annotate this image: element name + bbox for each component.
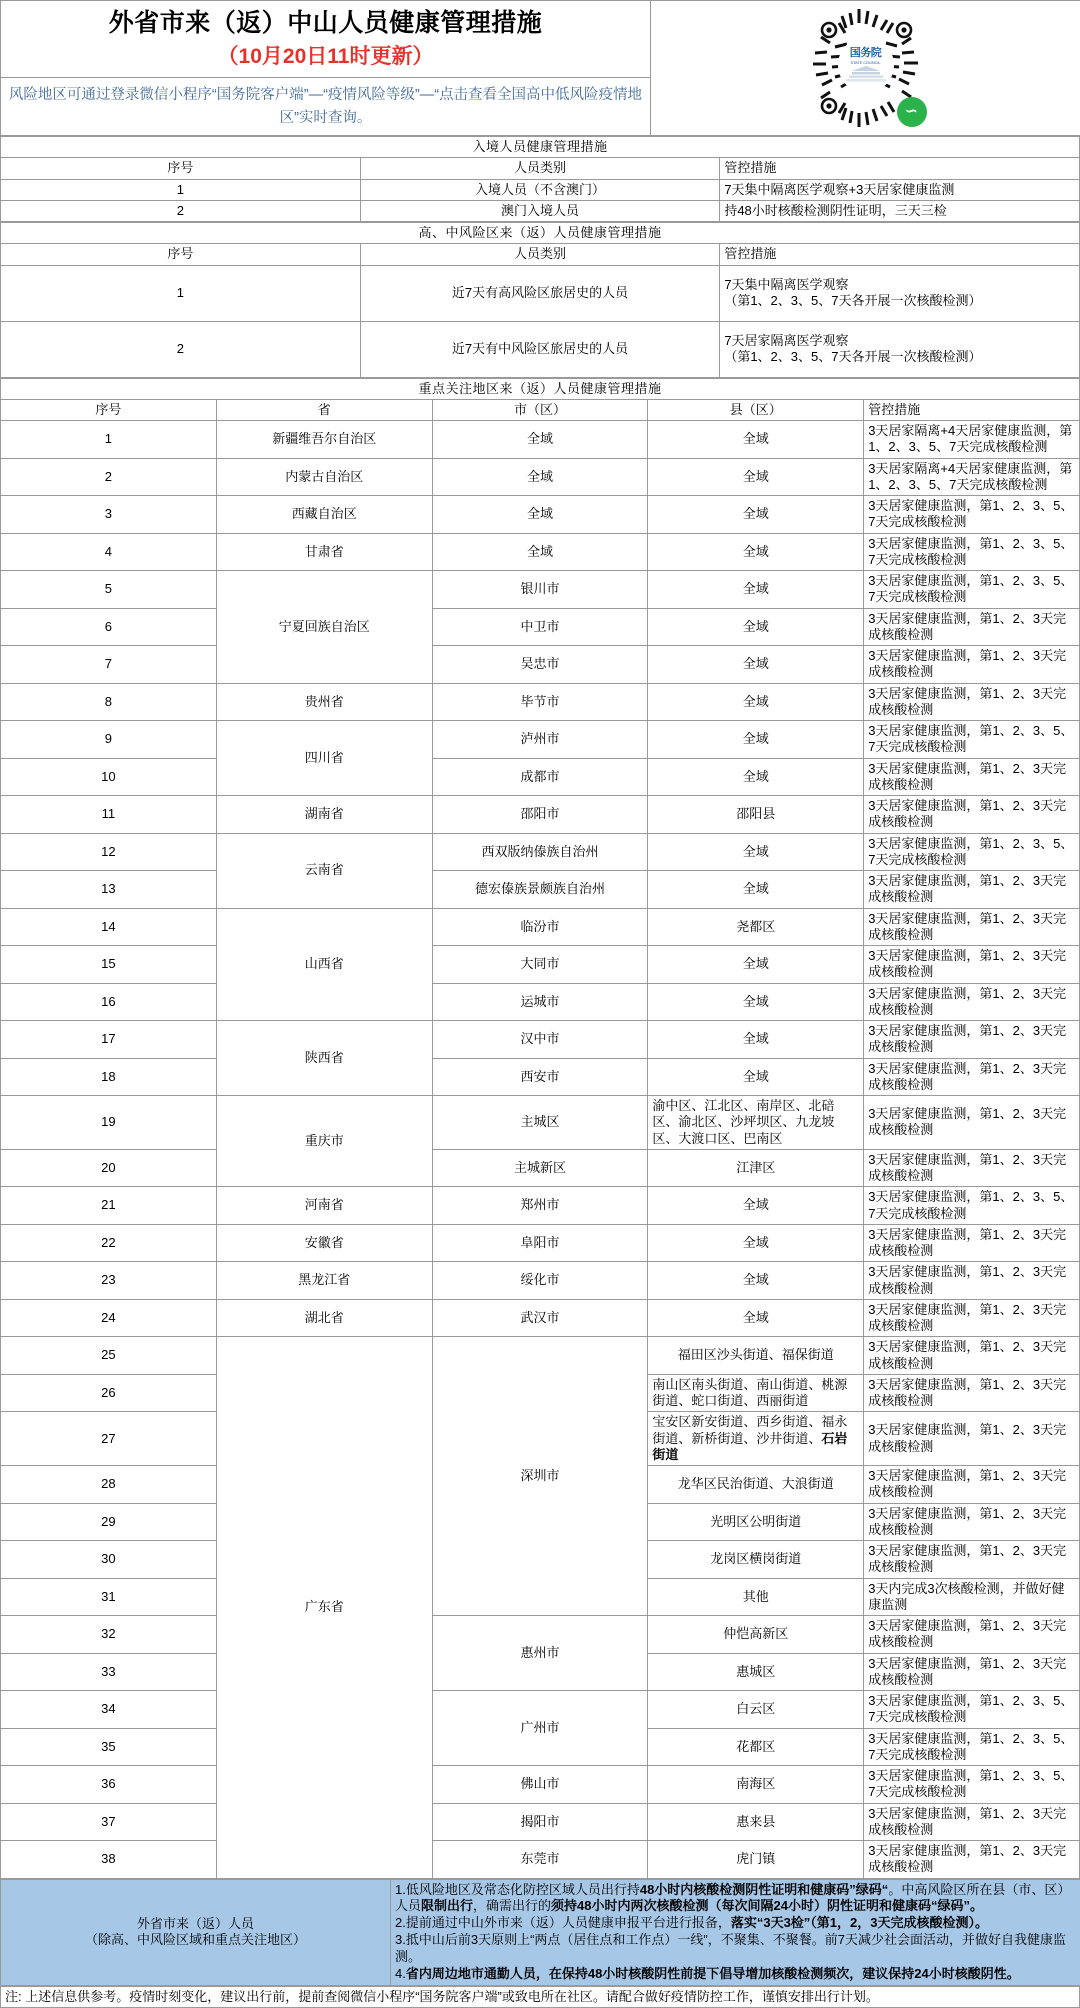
- col-header-county: 县（区）: [648, 399, 864, 420]
- table-row: [1, 908, 1080, 946]
- row-measure: 3天居家健康监测，第1、2、3天完成核酸检测: [864, 1653, 1080, 1691]
- table-row: [1, 871, 1080, 909]
- row-no: 36: [1, 1766, 217, 1804]
- risk-area-query-note-cell: [1, 78, 651, 136]
- footer-requirement-item: [395, 1932, 1076, 1965]
- row-city: 全域: [432, 496, 648, 534]
- row-measure: 3天居家健康监测，第1、2、3天完成核酸检测: [864, 1466, 1080, 1504]
- row-no: 9: [1, 721, 217, 759]
- row-measure: 3天居家健康监测，第1、2、3、5、7天完成核酸检测: [864, 1728, 1080, 1766]
- row-no: 18: [1, 1058, 217, 1096]
- row-no: 2: [1, 321, 361, 377]
- footer-requirement-text: 4.: [395, 1966, 406, 1981]
- footer-left-line1: 外省市来（返）人员: [5, 1916, 386, 1932]
- row-no: 5: [1, 571, 217, 609]
- table-row: [1, 946, 1080, 984]
- row-no: 34: [1, 1691, 217, 1729]
- row-county: 全域: [648, 421, 864, 459]
- state-council-logo-cn: 国务院: [850, 48, 882, 59]
- row-measure: 3天居家健康监测，第1、2、3天完成核酸检测: [864, 1337, 1080, 1375]
- col-header-measure: 管控措施: [720, 158, 1080, 179]
- table-row: [1, 1841, 1080, 1879]
- row-province: 湖南省: [216, 796, 432, 834]
- footer-requirement-text: 1.低风险地区及常态化防控区域人员出行持: [395, 1882, 640, 1897]
- row-city: 运城市: [432, 983, 648, 1021]
- row-county: 惠来县: [648, 1803, 864, 1841]
- row-county: 全域: [648, 608, 864, 646]
- row-province: 山西省: [216, 908, 432, 1021]
- row-no: 26: [1, 1374, 217, 1412]
- row-county: 邵阳县: [648, 796, 864, 834]
- col-header-no: 序号: [1, 158, 361, 179]
- col-header-city: 市（区）: [432, 399, 648, 420]
- footer-left-line2: （除高、中风险区域和重点关注地区）: [5, 1932, 386, 1948]
- row-county: 全域: [648, 1224, 864, 1262]
- row-no: 21: [1, 1187, 217, 1225]
- row-measure: 3天居家健康监测，第1、2、3天完成核酸检测: [864, 1149, 1080, 1187]
- col-header-province: 省: [216, 399, 432, 420]
- row-county: 全域: [648, 946, 864, 984]
- row-county: 江津区: [648, 1149, 864, 1187]
- row-measure: 3天居家健康监测，第1、2、3天完成核酸检测: [864, 908, 1080, 946]
- row-province: 湖北省: [216, 1299, 432, 1337]
- row-no: 31: [1, 1578, 217, 1616]
- row-city: 中卫市: [432, 608, 648, 646]
- row-no: 11: [1, 796, 217, 834]
- row-no: 33: [1, 1653, 217, 1691]
- table-row: [1, 1616, 1080, 1654]
- table-row: [1, 321, 1080, 377]
- table-row: [1, 1096, 1080, 1150]
- page-title-update-time: （10月20日11时更新）: [5, 44, 646, 70]
- row-county: 全域: [648, 1187, 864, 1225]
- row-measure: 3天居家健康监测，第1、2、3、5、7天完成核酸检测: [864, 571, 1080, 609]
- col-header-category: 人员类别: [360, 158, 720, 179]
- row-county: 全域: [648, 458, 864, 496]
- footer-requirement-text: 3.抵中山后前3天原则上“两点（居住点和工作点）一线”，不聚集、不聚餐。前7天减少社会面活动，并做好自我健康监测。: [395, 1932, 1066, 1963]
- footer-requirement-text: 须持48小时内两次核酸检测（每次间隔24小时）阴性证明和健康码“绿码”。: [551, 1898, 983, 1913]
- row-county: 全域: [648, 1262, 864, 1300]
- row-no: 23: [1, 1262, 217, 1300]
- row-measure: 3天居家健康监测，第1、2、3、5、7天完成核酸检测: [864, 1187, 1080, 1225]
- row-measure: 3天居家隔离+4天居家健康监测，第1、2、3、5、7天完成核酸检测: [864, 421, 1080, 459]
- row-city: 主城区: [432, 1096, 648, 1150]
- row-city: 泸州市: [432, 721, 648, 759]
- row-measure: 3天居家健康监测，第1、2、3天完成核酸检测: [864, 1262, 1080, 1300]
- row-measure: 3天居家健康监测，第1、2、3天完成核酸检测: [864, 1803, 1080, 1841]
- section3-title: 重点关注地区来（返）人员健康管理措施: [1, 378, 1080, 399]
- table-row: [1, 458, 1080, 496]
- row-county: 虎门镇: [648, 1841, 864, 1879]
- great-hall-icon: [846, 66, 886, 82]
- row-measure: 3天居家健康监测，第1、2、3天完成核酸检测: [864, 1412, 1080, 1466]
- row-no: 8: [1, 683, 217, 721]
- row-no: 38: [1, 1841, 217, 1879]
- footer-requirements-list: [391, 1879, 1080, 1986]
- row-county: 渝中区、江北区、南岸区、北碚区、渝北区、沙坪坝区、九龙坡区、大渡口区、巴南区: [648, 1096, 864, 1150]
- row-county: 白云区: [648, 1691, 864, 1729]
- row-city: 绥化市: [432, 1262, 648, 1300]
- row-measure: 3天居家健康监测，第1、2、3天完成核酸检测: [864, 683, 1080, 721]
- row-no: 30: [1, 1541, 217, 1579]
- row-county: 全域: [648, 721, 864, 759]
- row-county: 南海区: [648, 1766, 864, 1804]
- row-measure: [720, 321, 1080, 377]
- row-no: 10: [1, 758, 217, 796]
- row-city: 揭阳市: [432, 1803, 648, 1841]
- row-province: 广东省: [216, 1337, 432, 1878]
- row-city: 广州市: [432, 1691, 648, 1766]
- footer-requirement-item: [395, 1915, 1076, 1931]
- row-county: 惠城区: [648, 1653, 864, 1691]
- row-measure: 3天居家健康监测，第1、2、3天完成核酸检测: [864, 1541, 1080, 1579]
- footer-requirement-text: 48小时内核酸检测阴性证明和健康码”绿码“: [640, 1882, 888, 1897]
- table-row: [1, 796, 1080, 834]
- row-province: 安徽省: [216, 1224, 432, 1262]
- row-county-highlight: 石岩街道: [652, 1431, 847, 1462]
- wechat-miniprogram-qr-code-icon[interactable]: [801, 3, 931, 133]
- row-no: 7: [1, 646, 217, 684]
- footer-requirement-item: [395, 1882, 1076, 1915]
- table-row: [1, 1058, 1080, 1096]
- footer-requirement-text: 2.提前通过中山外市来（返）人员健康申报平台进行报备，: [395, 1915, 731, 1930]
- row-province: 河南省: [216, 1187, 432, 1225]
- row-measure: 3天居家健康监测，第1、2、3、5、7天完成核酸检测: [864, 721, 1080, 759]
- row-province: 四川省: [216, 721, 432, 796]
- row-measure: 3天居家健康监测，第1、2、3、5、7天完成核酸检测: [864, 1766, 1080, 1804]
- footer-left-label: [1, 1879, 391, 1986]
- row-county: 全域: [648, 758, 864, 796]
- row-measure-line2: （第1、2、3、5、7天各开展一次核酸检测）: [724, 293, 1075, 309]
- row-measure: 3天居家健康监测，第1、2、3天完成核酸检测: [864, 871, 1080, 909]
- row-no: 25: [1, 1337, 217, 1375]
- entry-personnel-table: [0, 136, 1080, 222]
- table-row: [1, 983, 1080, 1021]
- row-measure: 3天居家健康监测，第1、2、3天完成核酸检测: [864, 796, 1080, 834]
- row-measure: 3天居家健康监测，第1、2、3天完成核酸检测: [864, 1224, 1080, 1262]
- col-header-category: 人员类别: [360, 244, 720, 265]
- row-city: 临汾市: [432, 908, 648, 946]
- section1-title: 入境人员健康管理措施: [1, 137, 1080, 158]
- footer-requirement-text: 。中高风险区所在县（市、区）人员: [395, 1882, 1070, 1913]
- bottom-note-table: [0, 1986, 1080, 2008]
- table-row: [1, 1149, 1080, 1187]
- row-city: 阜阳市: [432, 1224, 648, 1262]
- section2-title: 高、中风险区来（返）人员健康管理措施: [1, 223, 1080, 244]
- row-no: 29: [1, 1503, 217, 1541]
- table-row: [1, 496, 1080, 534]
- row-no: 17: [1, 1021, 217, 1059]
- row-category: 入境人员（不含澳门）: [360, 179, 720, 200]
- row-city: 邵阳市: [432, 796, 648, 834]
- row-measure: 3天居家健康监测，第1、2、3天完成核酸检测: [864, 758, 1080, 796]
- table-row: [1, 200, 1080, 221]
- row-measure: 3天居家健康监测，第1、2、3天完成核酸检测: [864, 1299, 1080, 1337]
- row-no: 35: [1, 1728, 217, 1766]
- footer-requirement-item: [395, 1966, 1076, 1982]
- col-header-measure: 管控措施: [864, 399, 1080, 420]
- row-county: 全域: [648, 496, 864, 534]
- row-no: 12: [1, 833, 217, 871]
- table-row: [1, 683, 1080, 721]
- wechat-miniprogram-badge-icon: ∽: [897, 97, 927, 127]
- row-county: 福田区沙头街道、福保街道: [648, 1337, 864, 1375]
- row-measure-line1: 7天居家隔离医学观察: [724, 333, 1075, 349]
- table-row: [1, 1262, 1080, 1300]
- section1-header-row: [1, 158, 1080, 179]
- row-category: 澳门入境人员: [360, 200, 720, 221]
- table-row: [1, 1691, 1080, 1729]
- key-focus-area-table: [0, 378, 1080, 1879]
- state-council-logo: [838, 37, 894, 93]
- table-row: [1, 533, 1080, 571]
- row-measure: 3天内完成3次核酸检测，并做好健康监测: [864, 1578, 1080, 1616]
- row-city: 武汉市: [432, 1299, 648, 1337]
- row-no: 1: [1, 265, 361, 321]
- row-county: 全域: [648, 983, 864, 1021]
- table-row: [1, 1224, 1080, 1262]
- row-measure: 3天居家隔离+4天居家健康监测，第1、2、3、5、7天完成核酸检测: [864, 458, 1080, 496]
- header-table: [0, 0, 1080, 136]
- row-no: 22: [1, 1224, 217, 1262]
- table-row: [1, 646, 1080, 684]
- row-measure: [720, 265, 1080, 321]
- row-county: 全域: [648, 646, 864, 684]
- row-city: 银川市: [432, 571, 648, 609]
- row-city: 全域: [432, 458, 648, 496]
- row-measure: 3天居家健康监测，第1、2、3天完成核酸检测: [864, 646, 1080, 684]
- row-county: 其他: [648, 1578, 864, 1616]
- risk-area-query-note: 风险地区可通过登录微信小程序“国务院客户端”—“疫情风险等级”—“点击查看全国高中低风险疫情地区”实时查询。: [5, 84, 646, 129]
- row-no: 14: [1, 908, 217, 946]
- row-measure: 3天居家健康监测，第1、2、3天完成核酸检测: [864, 946, 1080, 984]
- row-county: 全域: [648, 1021, 864, 1059]
- row-no: 15: [1, 946, 217, 984]
- row-county: 龙岗区横岗街道: [648, 1541, 864, 1579]
- row-measure: 3天居家健康监测，第1、2、3天完成核酸检测: [864, 1096, 1080, 1150]
- table-row: [1, 608, 1080, 646]
- row-measure-line2: （第1、2、3、5、7天各开展一次核酸检测）: [724, 349, 1075, 365]
- row-county: 全域: [648, 683, 864, 721]
- row-no: 16: [1, 983, 217, 1021]
- row-city: 西安市: [432, 1058, 648, 1096]
- row-measure: 3天居家健康监测，第1、2、3天完成核酸检测: [864, 1374, 1080, 1412]
- row-city: 郑州市: [432, 1187, 648, 1225]
- footer-requirement-text: ，确需出行的: [473, 1898, 551, 1913]
- row-no: 32: [1, 1616, 217, 1654]
- row-measure: 3天居家健康监测，第1、2、3、5、7天完成核酸检测: [864, 496, 1080, 534]
- table-row: [1, 571, 1080, 609]
- row-measure: 3天居家健康监测，第1、2、3天完成核酸检测: [864, 1841, 1080, 1879]
- row-no: 1: [1, 179, 361, 200]
- other-provinces-footer-table: [0, 1879, 1080, 1987]
- row-county: 尧都区: [648, 908, 864, 946]
- row-province: 陕西省: [216, 1021, 432, 1096]
- row-no: 2: [1, 458, 217, 496]
- row-no: 27: [1, 1412, 217, 1466]
- row-city: 东莞市: [432, 1841, 648, 1879]
- row-province: 内蒙古自治区: [216, 458, 432, 496]
- row-no: 19: [1, 1096, 217, 1150]
- row-city: 惠州市: [432, 1616, 648, 1691]
- row-city: 汉中市: [432, 1021, 648, 1059]
- row-no: 2: [1, 200, 361, 221]
- row-province: 云南省: [216, 833, 432, 908]
- table-row: [1, 1187, 1080, 1225]
- row-county: 光明区公明街道: [648, 1503, 864, 1541]
- row-city: 全域: [432, 421, 648, 459]
- row-measure: 3天居家健康监测，第1、2、3、5、7天完成核酸检测: [864, 1691, 1080, 1729]
- page-title: 外省市来（返）中山人员健康管理措施: [5, 8, 646, 39]
- col-header-no: 序号: [1, 244, 361, 265]
- row-measure: 3天居家健康监测，第1、2、3天完成核酸检测: [864, 608, 1080, 646]
- row-city: 全域: [432, 533, 648, 571]
- row-measure: 7天集中隔离医学观察+3天居家健康监测: [720, 179, 1080, 200]
- row-province: 新疆维吾尔自治区: [216, 421, 432, 459]
- row-province: 甘肃省: [216, 533, 432, 571]
- row-county: 龙华区民治街道、大浪街道: [648, 1466, 864, 1504]
- table-row: [1, 1766, 1080, 1804]
- row-county: 仲恺高新区: [648, 1616, 864, 1654]
- row-county: 花都区: [648, 1728, 864, 1766]
- row-no: 13: [1, 871, 217, 909]
- row-no: 28: [1, 1466, 217, 1504]
- row-city: 德宏傣族景颇族自治州: [432, 871, 648, 909]
- row-county: 南山区南头街道、南山街道、桃源街道、蛇口街道、西丽街道: [648, 1374, 864, 1412]
- row-county: 全域: [648, 871, 864, 909]
- row-city: 主城新区: [432, 1149, 648, 1187]
- row-city: 佛山市: [432, 1766, 648, 1804]
- row-category: 近7天有中风险区旅居史的人员: [360, 321, 720, 377]
- row-no: 3: [1, 496, 217, 534]
- table-row: [1, 1021, 1080, 1059]
- row-province: 贵州省: [216, 683, 432, 721]
- row-county: 全域: [648, 833, 864, 871]
- table-row: [1, 758, 1080, 796]
- table-row: [1, 179, 1080, 200]
- row-measure: 3天居家健康监测，第1、2、3天完成核酸检测: [864, 1503, 1080, 1541]
- row-county: 宝安区新安街道、西乡街道、福永街道、新桥街道、沙井街道、石岩街道: [648, 1412, 864, 1466]
- row-city: 深圳市: [432, 1337, 648, 1616]
- row-measure: 持48小时核酸检测阴性证明，三天三检: [720, 200, 1080, 221]
- row-county: 全域: [648, 1299, 864, 1337]
- table-row: [1, 833, 1080, 871]
- section3-header-row: [1, 399, 1080, 420]
- row-no: 4: [1, 533, 217, 571]
- qr-code-cell[interactable]: [651, 1, 1080, 136]
- row-city: 西双版纳傣族自治州: [432, 833, 648, 871]
- row-city: 毕节市: [432, 683, 648, 721]
- table-row: [1, 1803, 1080, 1841]
- row-no: 6: [1, 608, 217, 646]
- col-header-measure: 管控措施: [720, 244, 1080, 265]
- row-measure: 3天居家健康监测，第1、2、3、5、7天完成核酸检测: [864, 533, 1080, 571]
- row-measure: 3天居家健康监测，第1、2、3天完成核酸检测: [864, 1058, 1080, 1096]
- high-medium-risk-table: [0, 222, 1080, 378]
- row-province: 重庆市: [216, 1096, 432, 1187]
- state-council-logo-en: STATE COUNCIL: [850, 60, 880, 65]
- row-measure: 3天居家健康监测，第1、2、3天完成核酸检测: [864, 1021, 1080, 1059]
- footer-requirement-text: 落实“3天3检”（第1，2，3天完成核酸检测）。: [731, 1915, 988, 1930]
- row-county: 全域: [648, 1058, 864, 1096]
- row-category: 近7天有高风险区旅居史的人员: [360, 265, 720, 321]
- table-row: [1, 1299, 1080, 1337]
- table-row: [1, 721, 1080, 759]
- row-measure-line1: 7天集中隔离医学观察: [724, 277, 1075, 293]
- row-no: 37: [1, 1803, 217, 1841]
- row-county: 全域: [648, 533, 864, 571]
- row-city: 大同市: [432, 946, 648, 984]
- row-city: 成都市: [432, 758, 648, 796]
- table-row: [1, 265, 1080, 321]
- row-city: 吴忠市: [432, 646, 648, 684]
- col-header-no: 序号: [1, 399, 217, 420]
- row-province: 黑龙江省: [216, 1262, 432, 1300]
- footer-requirement-text: 限制出行: [421, 1898, 473, 1913]
- row-measure: 3天居家健康监测，第1、2、3天完成核酸检测: [864, 983, 1080, 1021]
- row-county: 全域: [648, 571, 864, 609]
- section2-header-row: [1, 244, 1080, 265]
- table-row: [1, 421, 1080, 459]
- row-no: 24: [1, 1299, 217, 1337]
- bottom-note: 注: 上述信息供参考。疫情时刻变化，建议出行前，提前查阅微信小程序“国务院客户端”或致电所在社区。请配合做好疫情防控工作，谨慎安排出行计划。: [1, 1987, 1080, 2008]
- row-no: 1: [1, 421, 217, 459]
- footer-requirement-text: 省内周边地市通勤人员，在保持48小时核酸阴性前提下倡导增加核酸检测频次，建议保持24小时核酸阴性。: [406, 1966, 1020, 1981]
- table-row: [1, 1337, 1080, 1375]
- row-province: 西藏自治区: [216, 496, 432, 534]
- page-title-cell: [1, 1, 651, 78]
- row-province: 宁夏回族自治区: [216, 571, 432, 684]
- row-no: 20: [1, 1149, 217, 1187]
- row-measure: 3天居家健康监测，第1、2、3天完成核酸检测: [864, 1616, 1080, 1654]
- row-measure: 3天居家健康监测，第1、2、3、5、7天完成核酸检测: [864, 833, 1080, 871]
